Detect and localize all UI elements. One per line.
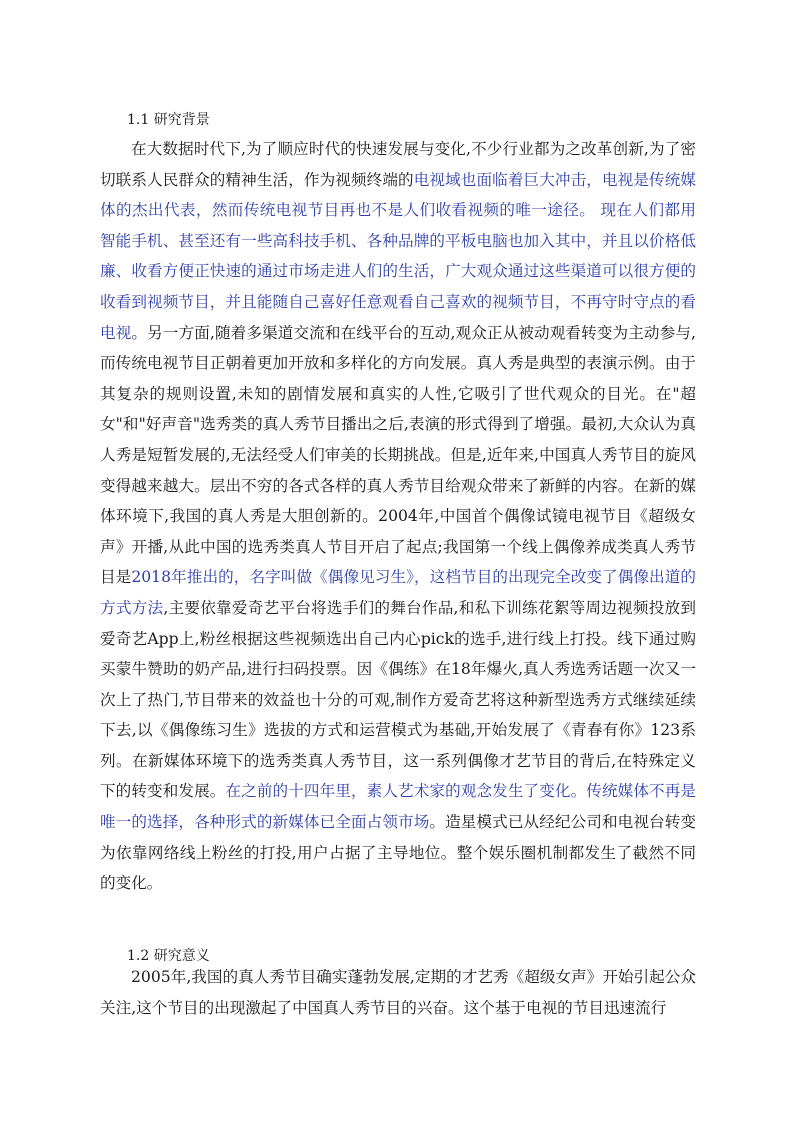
section-heading-1-1: 1.1 研究背景	[127, 112, 210, 128]
highlighted-text-run: 2018年推出的，名字叫做《偶像见习生》，这档节目的出现完全改变了偶像出道的方式方法	[100, 568, 696, 617]
text-run: ,主要依靠爱奇艺平台将选手们的舞台作品,和私下训练花絮等周边视频投放到爱奇艺App上,粉丝根据这些视频选出自己内心pick的选手,进行线上打投。线下通过购买蒙牛赞助的奶产品,进行扫码投票。因《偶练》在18年爆火,真人秀选秀话题一次又一次上了热门,节目带来的效益也十分的可观,制作方爱奇艺将这种新型选秀方式继续延续下去,以《偶像练习生》选拔的方式和运营模式为基础,开始发展了《青春有你》123系列。在新媒体环境下的选秀类真人秀节目，这一系列偶像才艺节目的背后,在特殊定义下的转变和发展。	[100, 598, 696, 801]
text-run: 。另一方面,随着多渠道交流和在线平台的互动,观众正从被动观看转变为主动参与,而传统电视节目正朝着更加开放和多样化的方向发展。真人秀是典型的表演示例。由于其复杂的规则设置,未知的剧情发展和真实的人性,它吸引了世代观众的目光。在"超女"和"好声音"选秀类的真人秀节目播出之后,表演的形式得到了增强。最初,大众认为真人秀是短暂发展的,无法经受人们审美的长期挑战。但是,近年来,中国真人秀节目的旋风变得越来越大。层出不穷的各式各样的真人秀节目给观众带来了新鲜的内容。在新的媒体环境下,我国的真人秀是大胆创新的。2004年,中国首个偶像试镜电视节目《超级女声》开播,从此中国的选秀类真人节目开启了起点;我国第一个线上偶像养成类真人秀节目是	[100, 323, 696, 587]
highlighted-text-run: 电视域也面临着巨大冲击，电视是传统媒体的杰出代表，然而传统电视节目再也不是人们收看视频的唯一途径。 现在人们都用智能手机、甚至还有一些高科技手机、各种品牌的平板电脑也加入其中，并且以价格低廉、收看方便正快速的通过市场走进人们的生活，广大观众通过这些渠道可以很方便的收看到视频节目，并且能随自己喜好任意观看自己喜欢的视频节目，不再守时守点的看电视	[100, 170, 696, 342]
section-heading-1-2: 1.2 研究意义	[127, 948, 210, 964]
text-run: 在大数据时代下,为了顺应时代的快速发展与变化,不少行业都为之改革创新,为了密切联系人民群众的精神生活，作为视频终端的	[100, 140, 696, 189]
paragraph-research-significance: 2005年,我国的真人秀节目确实蓬勃发展,定期的才艺秀《超级女声》开始引起公众关注,这个节目的出现激起了中国真人秀节目的兴奋。这个基于电视的节目迅速流行	[100, 968, 696, 1017]
paragraph-research-background	[100, 134, 696, 899]
highlighted-text-run: 在之前的十四年里，素人艺术家的观念发生了变化。传统媒体不再是唯一的选择，各种形式的新媒体已全面占领市场	[100, 782, 696, 832]
text-run: 。造星模式已从经纪公司和电视台转变为依靠网络线上粉丝的打投,用户占据了主导地位。整个娱乐圈机制都发生了截然不同的变化。	[100, 813, 696, 893]
